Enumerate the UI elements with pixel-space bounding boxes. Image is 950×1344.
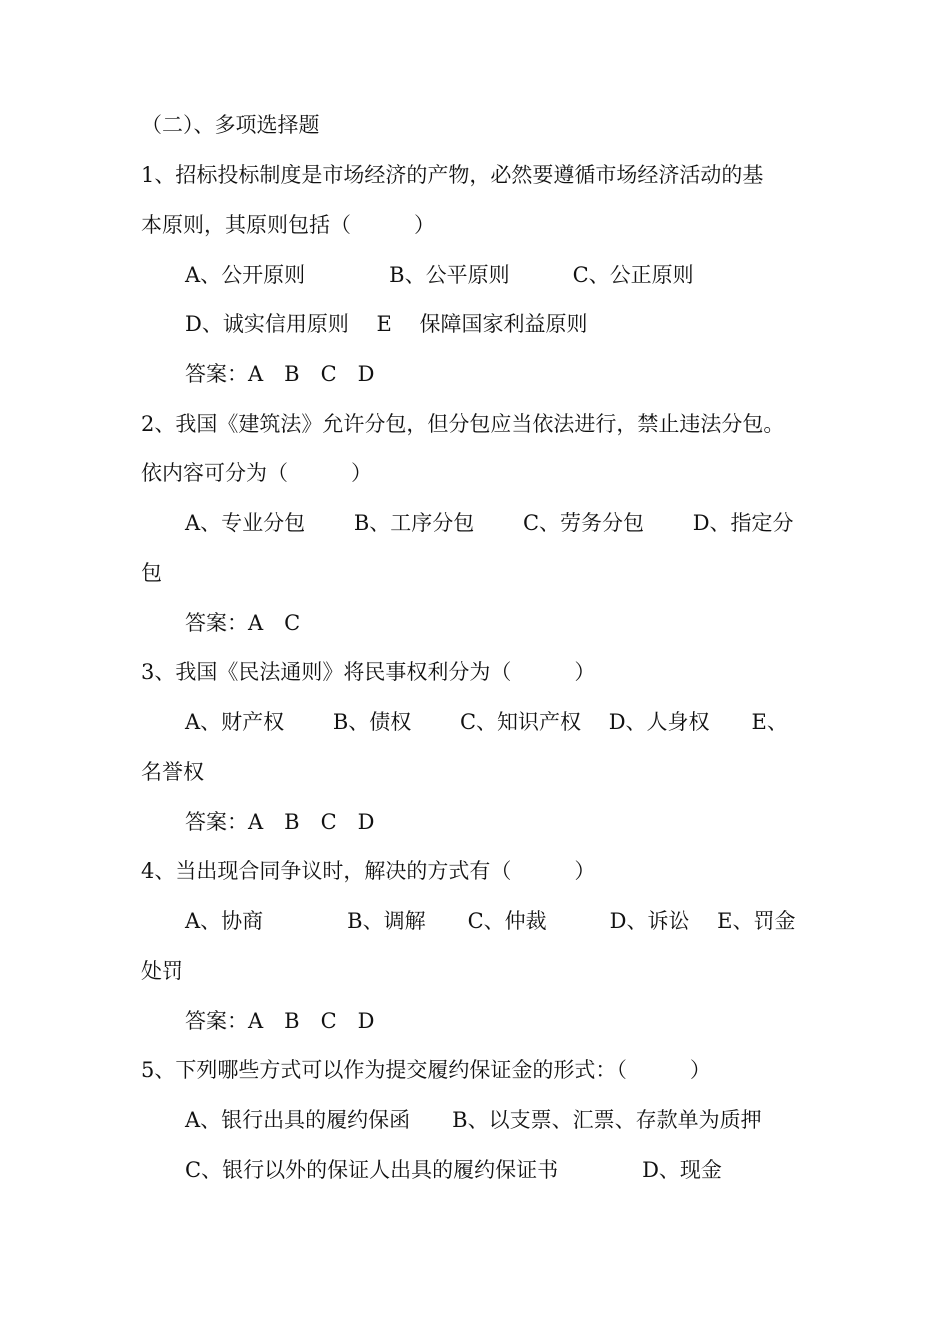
question-1-options-line-1: A、公开原则 B、公平原则 C、公正原则 [185, 263, 694, 287]
question-2-options-line-1: A、专业分包 B、工序分包 C、劳务分包 D、指定分 [185, 511, 794, 535]
question-5-stem-line-1: 5、下列哪些方式可以作为提交履约保证金的形式：（ ） [141, 1058, 711, 1082]
question-2-stem-line-2: 依内容可分为（ ） [141, 461, 372, 485]
question-2-answer: 答案：A C [185, 611, 301, 635]
question-3-stem-line-1: 3、我国《民法通则》将民事权利分为（ ） [141, 660, 596, 684]
question-3-answer: 答案：A B C D [185, 810, 375, 834]
question-4-options-line-1: A、协商 B、调解 C、仲裁 D、诉讼 E、罚金 [185, 909, 796, 933]
question-1-answer: 答案：A B C D [185, 362, 375, 386]
section-title: （二）、多项选择题 [141, 113, 320, 137]
question-5-options-line-1: A、银行出具的履约保函 B、以支票、汇票、存款单为质押 [185, 1108, 762, 1132]
question-2-options-line-2: 包 [141, 561, 162, 585]
question-4-options-line-2: 处罚 [141, 959, 183, 983]
question-3-options-line-1: A、财产权 B、债权 C、知识产权 D、人身权 E、 [185, 710, 788, 734]
question-1-stem-line-1: 1、招标投标制度是市场经济的产物，必然要遵循市场经济活动的基 [141, 163, 764, 187]
question-4-stem-line-1: 4、当出现合同争议时，解决的方式有（ ） [141, 859, 596, 883]
question-3-options-line-2: 名誉权 [141, 760, 204, 784]
question-1-options-line-2: D、诚实信用原则 E 保障国家利益原则 [185, 312, 588, 336]
question-5-options-line-2: C、银行以外的保证人出具的履约保证书 D、现金 [185, 1158, 722, 1182]
question-2-stem-line-1: 2、我国《建筑法》允许分包，但分包应当依法进行，禁止违法分包。 [141, 412, 785, 436]
question-4-answer: 答案：A B C D [185, 1009, 375, 1033]
question-1-stem-line-2: 本原则，其原则包括（ ） [141, 213, 435, 237]
